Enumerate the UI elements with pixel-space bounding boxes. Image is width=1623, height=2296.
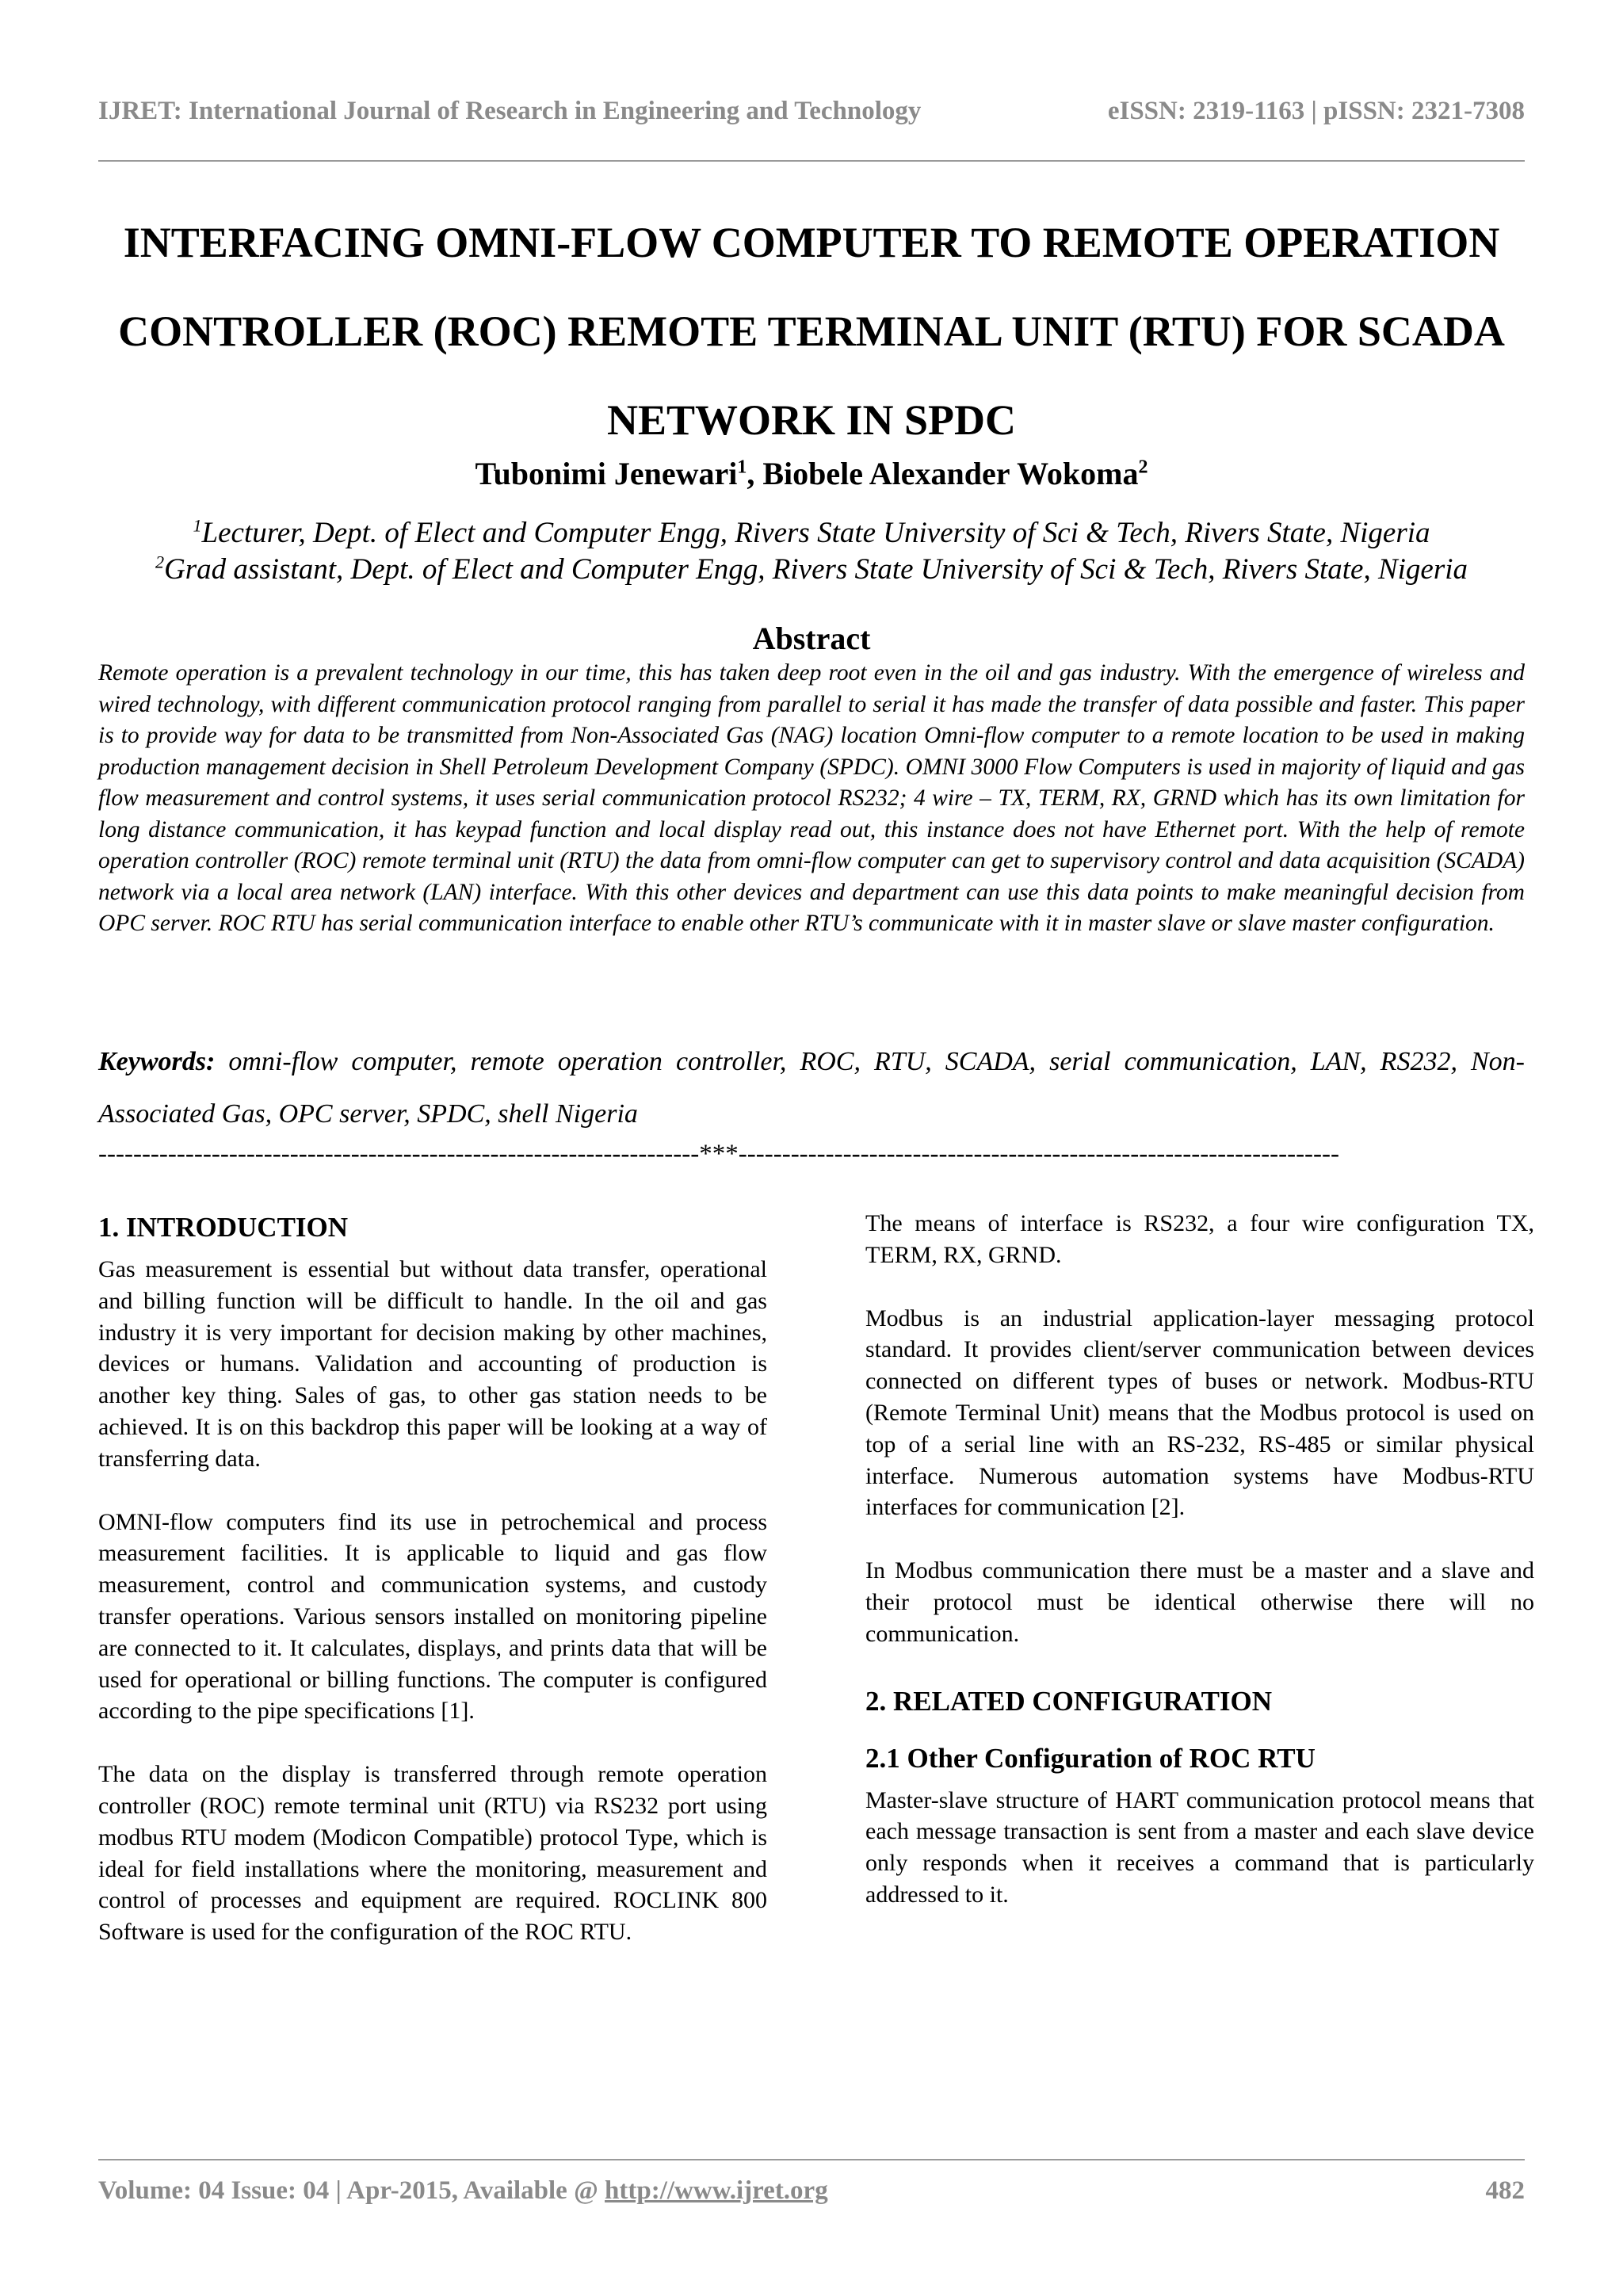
paragraph: Modbus is an industrial application-layer messaging protocol standard. It provides client/server communication between devices connected on different types of buses or network. Modbus-RTU (Remote Terminal Unit) means that the Modbus protocol is used on top of a serial line with an RS-232, RS-485 or similar physical interface. Numerous automation systems have Modbus-RTU interfaces for communication [2]. (865, 1305, 1534, 1521)
section-heading-introduction: 1. INTRODUCTION (98, 1212, 349, 1243)
affiliation-mark: 2 (155, 552, 165, 572)
keywords-label: Keywords: (98, 1047, 216, 1076)
author-mark: 1 (737, 457, 747, 478)
page-number: 482 (1485, 2176, 1525, 2205)
subsection-heading: 2.1 Other Configuration of ROC RTU (865, 1742, 1316, 1774)
paragraph: Gas measurement is essential but without data transfer, operational and billing function will be difficult to handle. In the oil and gas industry it is very important for decision making by other machines, devices or humans. Validation and accounting of production is another key thing. Sales of gas, to other gas station needs to be achieved. It is on this backdrop this paper will be looking at a way of transferring data. (98, 1256, 767, 1472)
author-line (98, 455, 1525, 492)
left-column (98, 1208, 767, 1948)
journal-name: IJRET: International Journal of Research in Engineering and Technology (98, 97, 922, 125)
journal-url-link[interactable]: http://www.ijret.org (605, 2176, 828, 2205)
paragraph: The means of interface is RS232, a four wire configuration TX, TERM, RX, GRND. (865, 1210, 1534, 1268)
footer-rule (98, 2159, 1525, 2160)
abstract-body: Remote operation is a prevalent technology in our time, this has taken deep root even in the oil and gas industry. With the emergence of wireless and wired technology, with different communication protocol ranging from parallel to serial it has made the transfer of data possible and faster. This paper is to provide way for data to be transmitted from Non-Associated Gas (NAG) location Omni-flow computer to a remote location to be used in making production management decision in Shell Petroleum Development Company (SPDC). OMNI 3000 Flow Computers is used in majority of liquid and gas flow measurement and control systems, it uses serial communication protocol RS232; 4 wire – TX, TERM, RX, GRND which has its own limitation for long distance communication, it has keypad function and local display read out, this instance does not have Ethernet port. With the help of remote operation controller (ROC) remote terminal unit (RTU) the data from omni-flow computer can get to supervisory control and data acquisition (SCADA) network via a local area network (LAN) interface. With this other devices and department can use this data points to make meaningful decision from OPC server. ROC RTU has serial communication interface to enable other RTU’s communicate with it in master slave or slave master configuration. (98, 660, 1525, 936)
affiliations (98, 515, 1525, 588)
author-mark: 2 (1138, 457, 1148, 478)
affiliation-mark: 1 (193, 515, 202, 536)
header-rule (98, 160, 1525, 162)
affiliation-text: Grad assistant, Dept. of Elect and Computer Engg, Rivers State University of Sci & Tech, Rivers State, Nigeria (164, 553, 1468, 586)
page-footer (98, 2176, 1525, 2216)
abstract-heading: Abstract (752, 621, 871, 656)
keywords (98, 1036, 1525, 1140)
paragraph: The data on the display is transferred through remote operation controller (ROC) remote terminal unit (RTU) via RS232 port using modbus RTU modem (Modicon Compatible) protocol Type, which is ideal for field installations where the monitoring, measurement and control of processes and equipment are required. ROCLINK 800 Software is used for the configuration of the ROC RTU. (98, 1761, 767, 1946)
page-header (98, 97, 1525, 136)
author-name: Tubonimi Jenewari (475, 456, 738, 491)
footer-volume-text: Volume: 04 Issue: 04 | Apr-2015, Available @ (98, 2176, 605, 2205)
paragraph: OMNI-flow computers find its use in petrochemical and process measurement facilities. It is applicable to liquid and gas flow measurement, control and communication systems, and custody transfer operations. Various sensors installed on monitoring pipeline are connected to it. It calculates, displays, and prints data that will be used for operational or billing functions. The computer is configured according to the pipe specifications [1]. (98, 1508, 767, 1725)
section-separator: ---------------------------------------------------------------------***--------------------------------------------------------------------- (98, 1140, 1340, 1168)
paper-title: INTERFACING OMNI-FLOW COMPUTER TO REMOTE OPERATION CONTROLLER (ROC) REMOTE TERMINAL UNIT (RTU) FOR SCADA NETWORK IN SPDC (118, 219, 1505, 444)
section-heading-related-configuration: 2. RELATED CONFIGURATION (865, 1685, 1273, 1717)
paragraph: In Modbus communication there must be a master and a slave and their protocol must be identical otherwise there will no communication. (865, 1557, 1534, 1647)
author-separator: , (747, 456, 763, 491)
right-column (865, 1208, 1534, 1911)
footer-volume (98, 2176, 828, 2206)
author-name: Biobele Alexander Wokoma (762, 456, 1139, 491)
affiliation-text: Lecturer, Dept. of Elect and Computer Engg, Rivers State University of Sci & Tech, Rivers State, Nigeria (201, 517, 1430, 549)
affiliation-line (98, 515, 1525, 552)
affiliation-line (98, 552, 1525, 588)
keywords-text: omni-flow computer, remote operation controller, ROC, RTU, SCADA, serial communication, LAN, RS232, Non-Associated Gas, OPC server, SPDC, shell Nigeria (98, 1047, 1525, 1129)
issn-line: eISSN: 2319-1163 | pISSN: 2321-7308 (1107, 97, 1525, 125)
paragraph: Master-slave structure of HART communication protocol means that each message transaction is sent from a master and each slave device only responds when it receives a command that is particularly addressed to it. (865, 1786, 1534, 1908)
